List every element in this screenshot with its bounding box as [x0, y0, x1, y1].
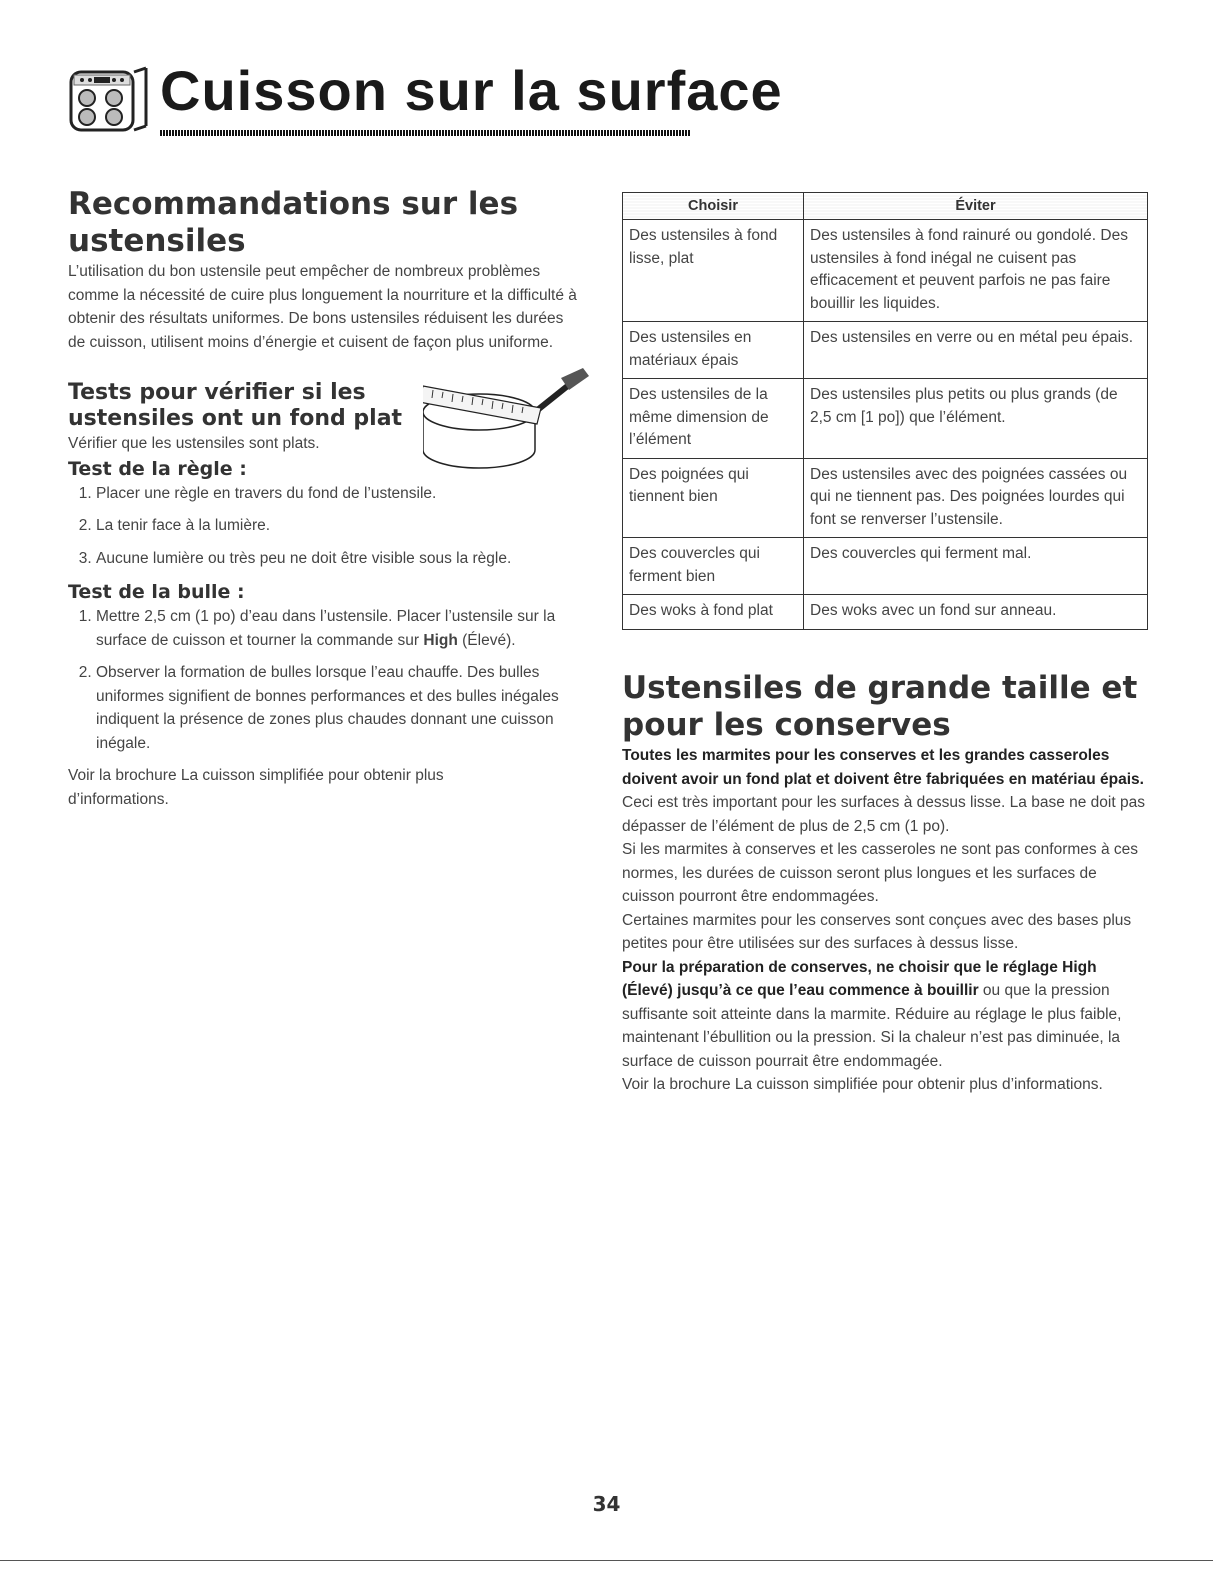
right-column-section: [622, 670, 1147, 1097]
voir-brochure-left: Voir la brochure La cuisson simplifiée pour obtenir plus d’informations.: [68, 767, 444, 808]
page-number: 34: [592, 1492, 621, 1516]
table-cell: Des ustensiles en matériaux épais: [623, 322, 804, 379]
tests-intro: Vérifier que les ustensiles sont plats.: [68, 435, 320, 452]
table-cell: Des ustensiles avec des poignées cassées ou qui ne tiennent pas. Des poignées lourdes qui font se renverser l’ustensile.: [804, 458, 1148, 538]
bulle-test-heading: Test de la bulle :: [68, 581, 245, 603]
column-header-choisir: Choisir: [623, 193, 804, 220]
table-cell: Des ustensiles à fond lisse, plat: [623, 220, 804, 322]
table-cell: Des ustensiles de la même dimension de l’élément: [623, 379, 804, 459]
pot-ruler-illustration: [423, 368, 593, 488]
bold-statement: Toutes les marmites pour les conserves et les grandes casseroles doivent avoir un fond plat et doivent être fabriquées en matériau épais.: [622, 747, 1144, 788]
list-item: 2. Observer la formation de bulles lorsque l’eau chauffe. Des bulles uniformes signifient de bonnes performances et des bulles inégales indiquent la présence de zones plus chaudes donnant une cuisson inégale.: [96, 661, 588, 755]
choisir-eviter-table: [622, 192, 1148, 630]
tests-heading: Tests pour vérifier si les ustensiles ont un fond plat: [68, 380, 403, 431]
title-underline: [160, 130, 690, 136]
section-heading-grande-taille: Ustensiles de grande taille et pour les conserves: [622, 670, 1138, 743]
bold-statement: Pour la préparation de conserves, ne choisir que le réglage High (Élevé) jusqu’à ce que l’eau commence à bouillir: [622, 958, 1097, 999]
voir-brochure-right: Voir la brochure La cuisson simplifiée pour obtenir plus d’informations.: [622, 1076, 1103, 1093]
table-cell: Des woks à fond plat: [623, 595, 804, 630]
paragraph: Pour la préparation de conserves, ne choisir que le réglage High (Élevé) jusqu’à ce que l’eau commence à bouillir ou que la pression suffisante soit atteinte dans la marmite. Réduire au réglage le plus faible, maintenant l’ébullition ou la pression. Si la chaleur n’est pas diminuée, la surface de cuisson pourrait être endommagée.: [622, 958, 1122, 1070]
table-row: [623, 458, 1148, 538]
regle-test-heading: Test de la règle :: [68, 457, 247, 480]
bottom-rule: [0, 1560, 1213, 1561]
table-cell: Des poignées qui tiennent bien: [623, 458, 804, 538]
table-cell: Des couvercles qui ferment bien: [623, 538, 804, 595]
table-cell: Des ustensiles en verre ou en métal peu épais.: [804, 322, 1148, 379]
flat-bottom-tests: [68, 380, 588, 482]
page-title: Cuisson sur la surface: [160, 59, 783, 122]
table-row: [623, 322, 1148, 379]
table-row: [623, 595, 1148, 630]
left-column: [68, 186, 588, 811]
regle-steps-list: [68, 482, 588, 571]
table-header-row: [623, 193, 1148, 220]
table-row: [623, 220, 1148, 322]
list-item: 2. La tenir face à la lumière.: [96, 514, 588, 538]
intro-paragraph: L’utilisation du bon ustensile peut empêcher de nombreux problèmes comme la nécessité de cuire plus longuement la nourriture et la difficulté à obtenir des résultats uniformes. De bons ustensiles réduisent les durées de cuisson, utilisent moins d’énergie et cuisent de façon plus uniforme.: [68, 263, 577, 351]
table-cell: Des woks avec un fond sur anneau.: [804, 595, 1148, 630]
cooktop-icon: [68, 66, 148, 138]
list-item: 1. Placer une règle en travers du fond de l’ustensile.: [96, 482, 588, 506]
column-header-eviter: Éviter: [804, 193, 1148, 220]
paragraph: Toutes les marmites pour les conserves et les grandes casseroles doivent avoir un fond plat et doivent être fabriquées en matériau épais. Ceci est très important pour les surfaces à dessus lisse. La base ne doit pas dépasser de l’élément de plus de 2,5 cm (1 po).: [622, 747, 1145, 835]
table-row: [623, 379, 1148, 459]
section-heading-ustensiles: Recommandations sur les ustensiles: [68, 186, 519, 259]
paragraph: Si les marmites à conserves et les casseroles ne sont pas conformes à ces normes, les durées de cuisson seront plus longues et les surfaces de cuisson pourront être endommagées.: [622, 841, 1139, 905]
table-cell: Des couvercles qui ferment mal.: [804, 538, 1148, 595]
table-cell: Des ustensiles plus petits ou plus grands (de 2,5 cm [1 po]) que l’élément.: [804, 379, 1148, 459]
table-row: [623, 538, 1148, 595]
high-setting-label: High: [423, 631, 458, 649]
list-item: 3. Aucune lumière ou très peu ne doit être visible sous la règle.: [96, 547, 588, 571]
table-cell: Des ustensiles à fond rainuré ou gondolé. Des ustensiles à fond inégal ne cuisent pas efficacement et peuvent parfois ne pas faire bouillir les liquides.: [804, 220, 1148, 322]
bulle-steps-list: [68, 605, 588, 755]
page-header: [68, 58, 783, 148]
list-item: 1. Mettre 2,5 cm (1 po) d’eau dans l’ustensile. Placer l’ustensile sur la surface de cuisson et tourner la commande sur High (Élevé).: [96, 605, 588, 652]
paragraph: Certaines marmites pour les conserves sont conçues avec des bases plus petites pour être utilisées sur des surfaces à dessus lisse.: [622, 911, 1132, 952]
